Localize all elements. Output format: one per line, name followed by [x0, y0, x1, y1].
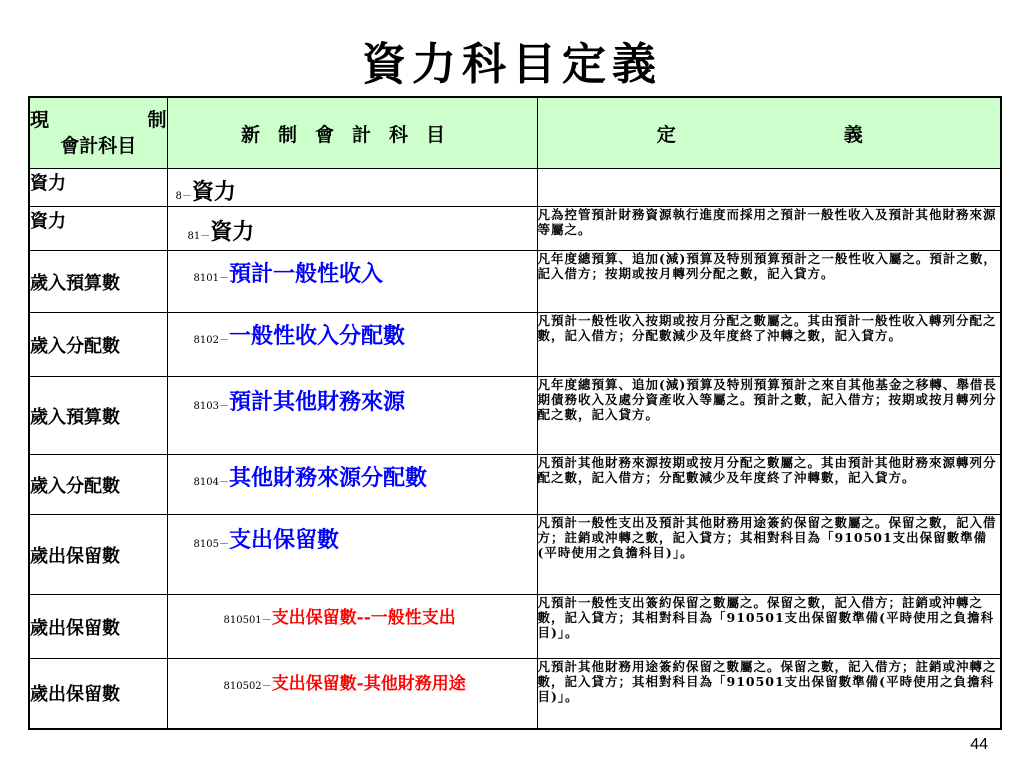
account-code: 810501－: [223, 615, 272, 626]
table-row: [29, 313, 1001, 377]
table-row: [29, 455, 1001, 515]
account-name: 資力: [191, 179, 236, 205]
page-number: 44: [970, 736, 988, 753]
new-account: [167, 377, 537, 455]
current-account: 歲入分配數: [29, 313, 167, 377]
current-account: 歲入預算數: [29, 377, 167, 455]
account-code: 8105－: [193, 539, 229, 550]
header-definition-a: 定: [656, 123, 694, 146]
page-title: 資力科目定義: [362, 39, 662, 90]
new-account: [167, 455, 537, 515]
account-name: 支出保留數: [228, 527, 339, 553]
account-code: 8104－: [193, 477, 229, 488]
account-name: 預計其他財務來源: [228, 389, 405, 415]
new-account: [167, 659, 537, 729]
definition-table: [28, 96, 1002, 730]
header-current-account: [29, 97, 167, 169]
definition: 凡為控管預計財務資源執行進度而採用之預計一般性收入及預計其他財務來源等屬之。: [537, 207, 1001, 251]
current-account: 歲出保留數: [29, 515, 167, 595]
definition: [537, 169, 1001, 207]
account-code: 81－: [187, 231, 211, 242]
new-account: [167, 169, 537, 207]
table-row: [29, 659, 1001, 729]
table-row: [29, 377, 1001, 455]
account-code: 810502－: [223, 681, 272, 692]
table-header-row: [29, 97, 1001, 169]
header-new-account: 新制會計科目: [167, 97, 537, 169]
account-name: 支出保留數--一般性支出: [271, 608, 456, 628]
table-row: [29, 251, 1001, 313]
definition: 凡年度總預算、追加(減)預算及特別預算預計之來自其他基金之移轉、舉借長期債務收入及處分資產收入等屬之。預計之數，記入借方；按期或按月轉列分配之數，記入貸方。: [537, 377, 1001, 455]
account-code: 8101－: [193, 273, 229, 284]
header-definition-b: 義: [843, 123, 881, 146]
new-account: [167, 313, 537, 377]
current-account: 資力: [29, 207, 167, 251]
account-name: 支出保留數-其他財務用途: [271, 674, 466, 694]
table-row: [29, 207, 1001, 251]
definition: 凡預計一般性支出及預計其他財務用途簽約保留之數屬之。保留之數，記入借方；註銷或沖轉之數，記入貸方；其相對科目為「910501支出保留數準備(平時使用之負擔科目)」。: [537, 515, 1001, 595]
account-name: 一般性收入分配數: [228, 323, 405, 349]
new-account: [167, 251, 537, 313]
new-account: [167, 515, 537, 595]
definition: 凡預計一般性收入按期或按月分配之數屬之。其由預計一般性收入轉列分配之數，記入借方；分配數減少及年度終了沖轉之數，記入貸方。: [537, 313, 1001, 377]
header-current-a: 現: [30, 109, 50, 131]
current-account: 歲出保留數: [29, 659, 167, 729]
table-row: [29, 169, 1001, 207]
current-account: 歲入預算數: [29, 251, 167, 313]
definition: 凡預計其他財務來源按期或按月分配之數屬之。其由預計其他財務來源轉列分配之數，記入借方；分配數減少及年度終了沖轉數，記入貸方。: [537, 455, 1001, 515]
new-account: [167, 595, 537, 659]
definition: 凡預計其他財務用途簽約保留之數屬之。保留之數，記入借方；註銷或沖轉之數，記入貸方；其相對科目為「910501支出保留數準備(平時使用之負擔科目)」。: [537, 659, 1001, 729]
account-code: 8102－: [193, 335, 229, 346]
header-definition: [537, 97, 1001, 169]
header-current-line2: 會計科目: [60, 135, 137, 157]
account-name: 資力: [210, 219, 255, 245]
current-account: 歲入分配數: [29, 455, 167, 515]
current-account: 歲出保留數: [29, 595, 167, 659]
header-current-b: 制: [147, 109, 167, 131]
account-name: 預計一般性收入: [228, 261, 383, 287]
table-row: [29, 595, 1001, 659]
definition: 凡預計一般性支出簽約保留之數屬之。保留之數，記入借方；註銷或沖轉之數，記入貸方；其相對科目為「910501支出保留數準備(平時使用之負擔科目)」。: [537, 595, 1001, 659]
account-code: 8－: [175, 191, 192, 202]
new-account: [167, 207, 537, 251]
table-row: [29, 515, 1001, 595]
definition: 凡年度總預算、追加(減)預算及特別預算預計之一般性收入屬之。預計之數，記入借方；按期或按月轉列分配之數，記入貸方。: [537, 251, 1001, 313]
current-account: 資力: [29, 169, 167, 207]
account-name: 其他財務來源分配數: [228, 465, 427, 491]
account-code: 8103－: [193, 401, 229, 412]
